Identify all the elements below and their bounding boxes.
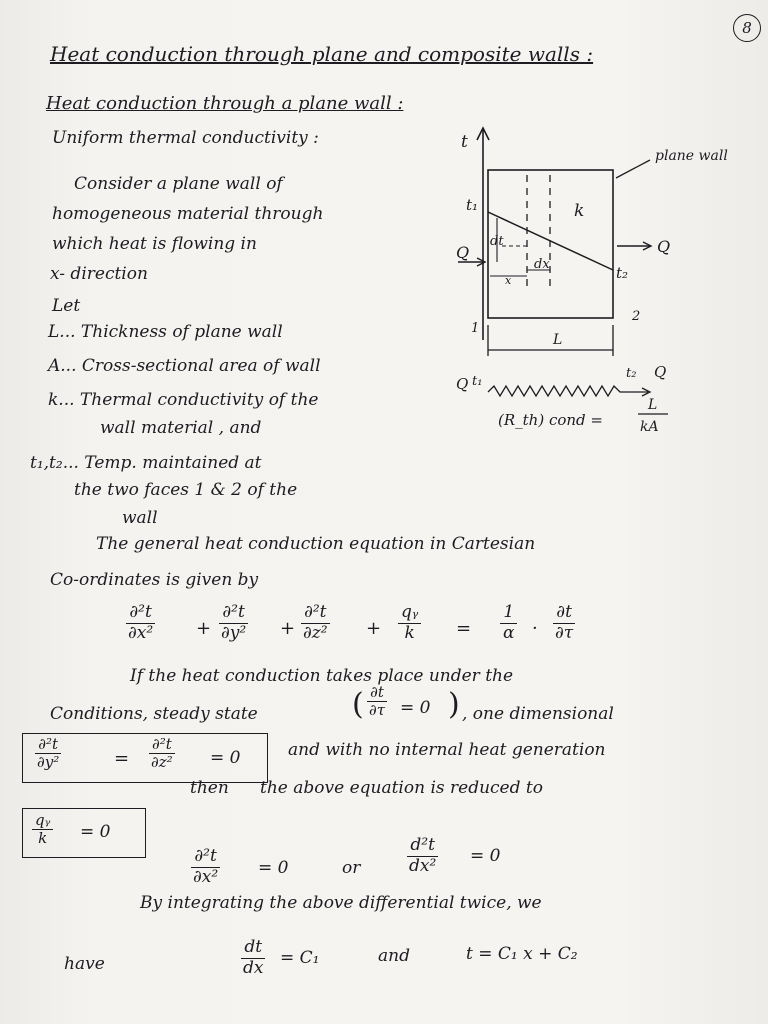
first-integration-result: = C₁: [280, 948, 320, 968]
dot-operator: ·: [532, 618, 538, 639]
fraction-1-alpha: $\frac{1}{\alpha}$: [500, 603, 517, 643]
fraction-ordinary-d2t-dx2: $\frac{\text{d²t}}{\text{dx²}}$: [409, 835, 437, 876]
t2-label: t₂: [616, 264, 629, 282]
or-label: or: [342, 858, 361, 878]
resistance-q-out-label: Q: [654, 363, 667, 381]
text-line: the above equation is reduced to: [260, 778, 543, 798]
section-heading-uniform-k: Uniform thermal conductivity :: [52, 128, 319, 148]
dx-label: dx: [534, 257, 550, 272]
definition-line: wall material , and: [100, 418, 262, 438]
k-label: k: [574, 201, 585, 221]
resistance-q-label: Q: [456, 375, 469, 393]
fraction-d2t-dy2: $\frac{\text{∂²t}}{\text{∂y²}}$: [221, 602, 247, 643]
q-in-label: Q: [456, 243, 470, 262]
face-2-label: 2: [632, 309, 641, 324]
text-line: If the heat conduction takes place under the: [130, 666, 514, 686]
definition-line: wall: [122, 508, 158, 528]
dt-label: dt: [490, 234, 504, 249]
section-heading-plane-wall: Heat conduction through a plane wall :: [46, 93, 404, 114]
definition-line: k... Thermal conductivity of the: [48, 390, 319, 410]
text-line: The general heat conduction equation in Cartesian: [96, 534, 536, 554]
then-label: then: [190, 778, 229, 798]
text-line: , one dimensional: [462, 704, 614, 724]
q-out-label: Q: [657, 237, 671, 256]
fraction-steady-state: $\frac{\partial t}{\partial\tau}$: [369, 683, 386, 720]
resistance-numerator: L: [648, 397, 658, 413]
face-1-label: 1: [471, 321, 480, 336]
plane-wall-label: plane wall: [655, 148, 728, 164]
fraction-d2t-dy2: $\frac{\text{∂²t}}{\text{∂y²}}$: [37, 735, 60, 772]
fraction-dt-dtau: $\frac{\partial t}{\partial\tau}$: [555, 602, 574, 643]
equals-zero: = 0: [470, 846, 501, 866]
text-line: By integrating the above differential twice, we: [140, 893, 542, 913]
resistance-label: (R_th) cond =: [498, 411, 603, 429]
definition-line: the two faces 1 & 2 of the: [74, 480, 298, 500]
intro-line: Consider a plane wall of: [74, 174, 283, 194]
and-label: and: [378, 946, 410, 966]
definition-line: t₁,t₂... Temp. maintained at: [30, 453, 262, 473]
page-title: Heat conduction through plane and composite walls :: [50, 42, 594, 66]
steady-state-equals-zero: = 0: [400, 698, 431, 718]
intro-line: which heat is flowing in: [52, 234, 257, 254]
resistance-t2-label: t₂: [626, 366, 637, 381]
fraction-dt-dx: $\frac{dt}{dx}$: [243, 937, 264, 978]
paren-open: (: [352, 687, 364, 722]
text-line: Conditions, steady state: [50, 704, 258, 724]
fraction-qg-k: $\frac{\text{qᵧ}}{k}$: [398, 603, 421, 643]
plus-sign: +: [280, 618, 296, 639]
resistance-denominator: kA: [640, 419, 659, 435]
have-label: have: [64, 954, 105, 974]
definition-line: L... Thickness of plane wall: [48, 322, 283, 342]
equals-zero: = 0: [258, 858, 289, 878]
equals-sign: =: [456, 618, 472, 639]
x-label: x: [505, 274, 512, 287]
equals-zero: = 0: [210, 748, 241, 768]
general-solution: t = C₁ x + C₂: [466, 944, 578, 964]
fraction-d2t-dz2: $\frac{\text{∂²t}}{\text{∂z²}}$: [148, 736, 176, 772]
resistance-zigzag: [488, 386, 648, 396]
intro-line: homogeneous material through: [52, 204, 324, 224]
text-line: and with no internal heat generation: [288, 740, 606, 760]
equals-zero: = 0: [80, 822, 111, 842]
equals-sign: =: [114, 748, 130, 769]
let-label: Let: [52, 296, 81, 316]
t-axis-label: t: [461, 132, 468, 152]
definition-line: A... Cross-sectional area of wall: [48, 356, 321, 376]
length-label: L: [553, 332, 563, 348]
plus-sign: +: [366, 618, 382, 639]
fraction-d2t-dz2: $\frac{\text{∂²t}}{\text{∂z²}}$: [303, 602, 328, 643]
text-line: Co-ordinates is given by: [50, 570, 259, 590]
fraction-d2t-dx2: $\frac{\text{∂²t}}{\text{∂x²}}$: [128, 602, 154, 643]
paren-close: ): [448, 687, 460, 722]
page-number-badge: 8: [733, 14, 761, 42]
intro-line: x- direction: [50, 264, 148, 284]
t1-label: t₁: [466, 196, 479, 214]
fraction-d2t-dx2: $\frac{\text{∂²t}}{\text{∂x²}}$: [193, 846, 219, 887]
fraction-qg-k: $\frac{\text{qᵧ}}{k}$: [32, 812, 53, 848]
resistance-t1-label: t₁: [472, 374, 483, 389]
plus-sign: +: [196, 618, 212, 639]
